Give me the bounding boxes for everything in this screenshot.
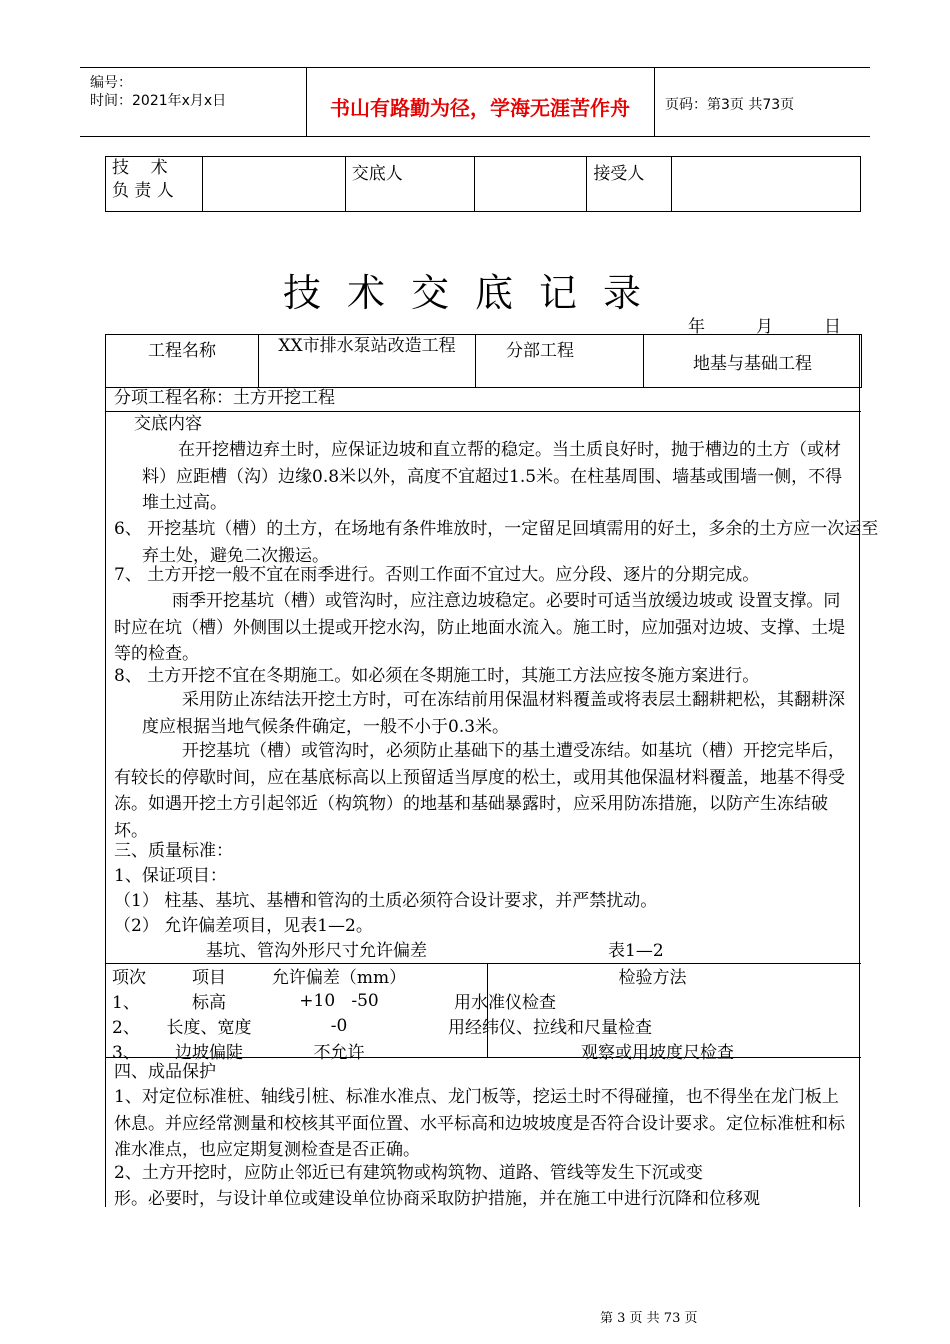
sub-item-name: 分项工程名称：土方开挖工程 [114, 388, 335, 408]
table-cell: +10 -50 [299, 990, 379, 1011]
record-body [105, 334, 879, 1209]
time-label: 时间：2021年x月x日 [90, 93, 227, 109]
table-cell: 标高 [192, 993, 226, 1013]
date-line: 年 月 日 [688, 317, 841, 337]
table-cell: 1、 [112, 993, 140, 1013]
content-heading: 交底内容 [134, 414, 202, 434]
table-caption: 基坑、管沟外形尺寸允许偏差 [206, 941, 427, 961]
table-row [106, 1013, 861, 1038]
table-cell: 用经纬仪、拉线和尺量检查 [448, 1018, 652, 1038]
paragraph-8-freeze: 采用防止冻结法开挖土方时，可在冻结前用保温材料覆盖或将表层土翻耕耙松，其翻耕深度应根据当地气候条件确定，一般不小于0.3米。 [142, 690, 845, 737]
table-header: 项目 [192, 968, 226, 988]
division-label: 分部工程 [476, 335, 644, 388]
paragraph-7: 7、 土方开挖一般不宜在雨季进行。否则工作面不宜过大。应分段、逐片的分期完成。 [114, 565, 760, 585]
table-cell: 不允许 [313, 1043, 365, 1063]
table-row [106, 988, 861, 1013]
tech-lead-label: 技 术 负 责 人 [106, 157, 203, 212]
paragraph-8: 8、 土方开挖不宜在冬期施工。如必须在冬期施工时，其施工方法应按冬施方案进行。 [114, 666, 760, 686]
table-cell: 用水准仪检查 [454, 993, 556, 1013]
guarantee-item-2: （2） 允许偏差项目，见表1—2。 [114, 916, 373, 936]
quality-heading: 三、质量标准： [114, 841, 233, 861]
protection-heading: 四、成品保护 [114, 1062, 216, 1082]
deviation-table [106, 963, 861, 1063]
handover-label: 交底人 [345, 157, 474, 212]
table-header: 项次 [112, 968, 146, 988]
guarantee-items: 1、保证项目： [114, 866, 227, 886]
table-cell: 观察或用坡度尺检查 [581, 1043, 734, 1063]
page-indicator: 页码：第3页 共73页 [665, 97, 795, 113]
protection-item-1: 1、对定位标准桩、轴线引桩、标准水准点、龙门板等，挖运土时不得碰撞，也不得坐在龙门板上休息。并应经常测量和校核其平面位置、水平标高和边坡坡度是否符合设计要求。定位标准桩和标准水准点，也应定期复测检查是否正确。 [114, 1087, 845, 1160]
project-name-label: 工程名称 [106, 335, 259, 388]
paragraph-6: 6、 开挖基坑（槽）的土方，在场地有条件堆放时，一定留足回填需用的好土，多余的土方应一次运至弃土处，避免二次搬运。 [114, 519, 879, 566]
table-cell: 边坡偏陡 [175, 1043, 243, 1063]
table-row [106, 1038, 861, 1063]
page-footer: 第 3 页 共 73 页 [600, 1311, 698, 1326]
table-cell: 长度、宽度 [166, 1018, 252, 1038]
table-header-row [106, 963, 861, 988]
project-name-value: XX市排水泵站改造工程 [259, 335, 476, 388]
project-info-row [105, 334, 862, 388]
paragraph-7-rain: 雨季开挖基坑（槽）或管沟时，应注意边坡稳定。必要时可适当放缓边坡或 设置支撑。同时应在坑（槽）外侧围以土提或开挖水沟，防止地面水流入。施工时，应加强对边坡、支撑、土堤等的检查。 [114, 591, 845, 664]
protection-item-2-line-1: 2、土方开挖时，应防止邻近已有建筑物或构筑物、道路、管线等发生下沉或变 [114, 1163, 703, 1183]
table-number: 表1—2 [608, 941, 664, 961]
table-cell: -0 [330, 1015, 348, 1036]
receiver-label: 接受人 [587, 157, 672, 212]
table-cell: 3、 [112, 1043, 140, 1063]
handover-value[interactable] [474, 157, 587, 212]
motto: 书山有路勤为径，学海无涯苦作舟 [330, 96, 630, 120]
protection-item-2-line-2: 形。必要时，与设计单位或建设单位协商采取防护措施，并在施工中进行沉降和位移观 [114, 1189, 760, 1209]
tech-lead-value[interactable] [202, 157, 345, 212]
table-header: 检验方法 [618, 968, 687, 988]
table-cell: 2、 [112, 1018, 140, 1038]
paragraph-8-pit: 开挖基坑（槽）或管沟时，必须防止基础下的基土遭受冻结。如基坑（槽）开挖完毕后，有较长的停歇时间，应在基底标高以上预留适当厚度的松土，或用其他保温材料覆盖，地基不得受冻。如遇开挖土方引起邻近（构筑物）的地基和基础暴露时，应采用防冻措施，以防产生冻结破坏。 [114, 741, 845, 841]
paragraph-spoil: 在开挖槽边弃土时，应保证边坡和直立帮的稳定。当土质良好时，抛于槽边的土方（或材料）应距槽（沟）边缘0.8米以外，高度不宜超过1.5米。在柱基周围、墙基或围墙一侧，不得堆土过高。 [142, 440, 843, 513]
guarantee-item-1: （1） 柱基、基坑、基槽和管沟的土质必须符合设计要求，并严禁扰动。 [114, 891, 658, 911]
page-title: 技术交底记录 [282, 271, 667, 315]
number-label: 编号： [90, 75, 132, 91]
signature-table [105, 156, 861, 212]
page-header [80, 67, 870, 137]
division-value: 地基与基础工程 [644, 335, 862, 388]
table-header: 允许偏差（mm） [271, 968, 407, 988]
receiver-value[interactable] [672, 157, 861, 212]
